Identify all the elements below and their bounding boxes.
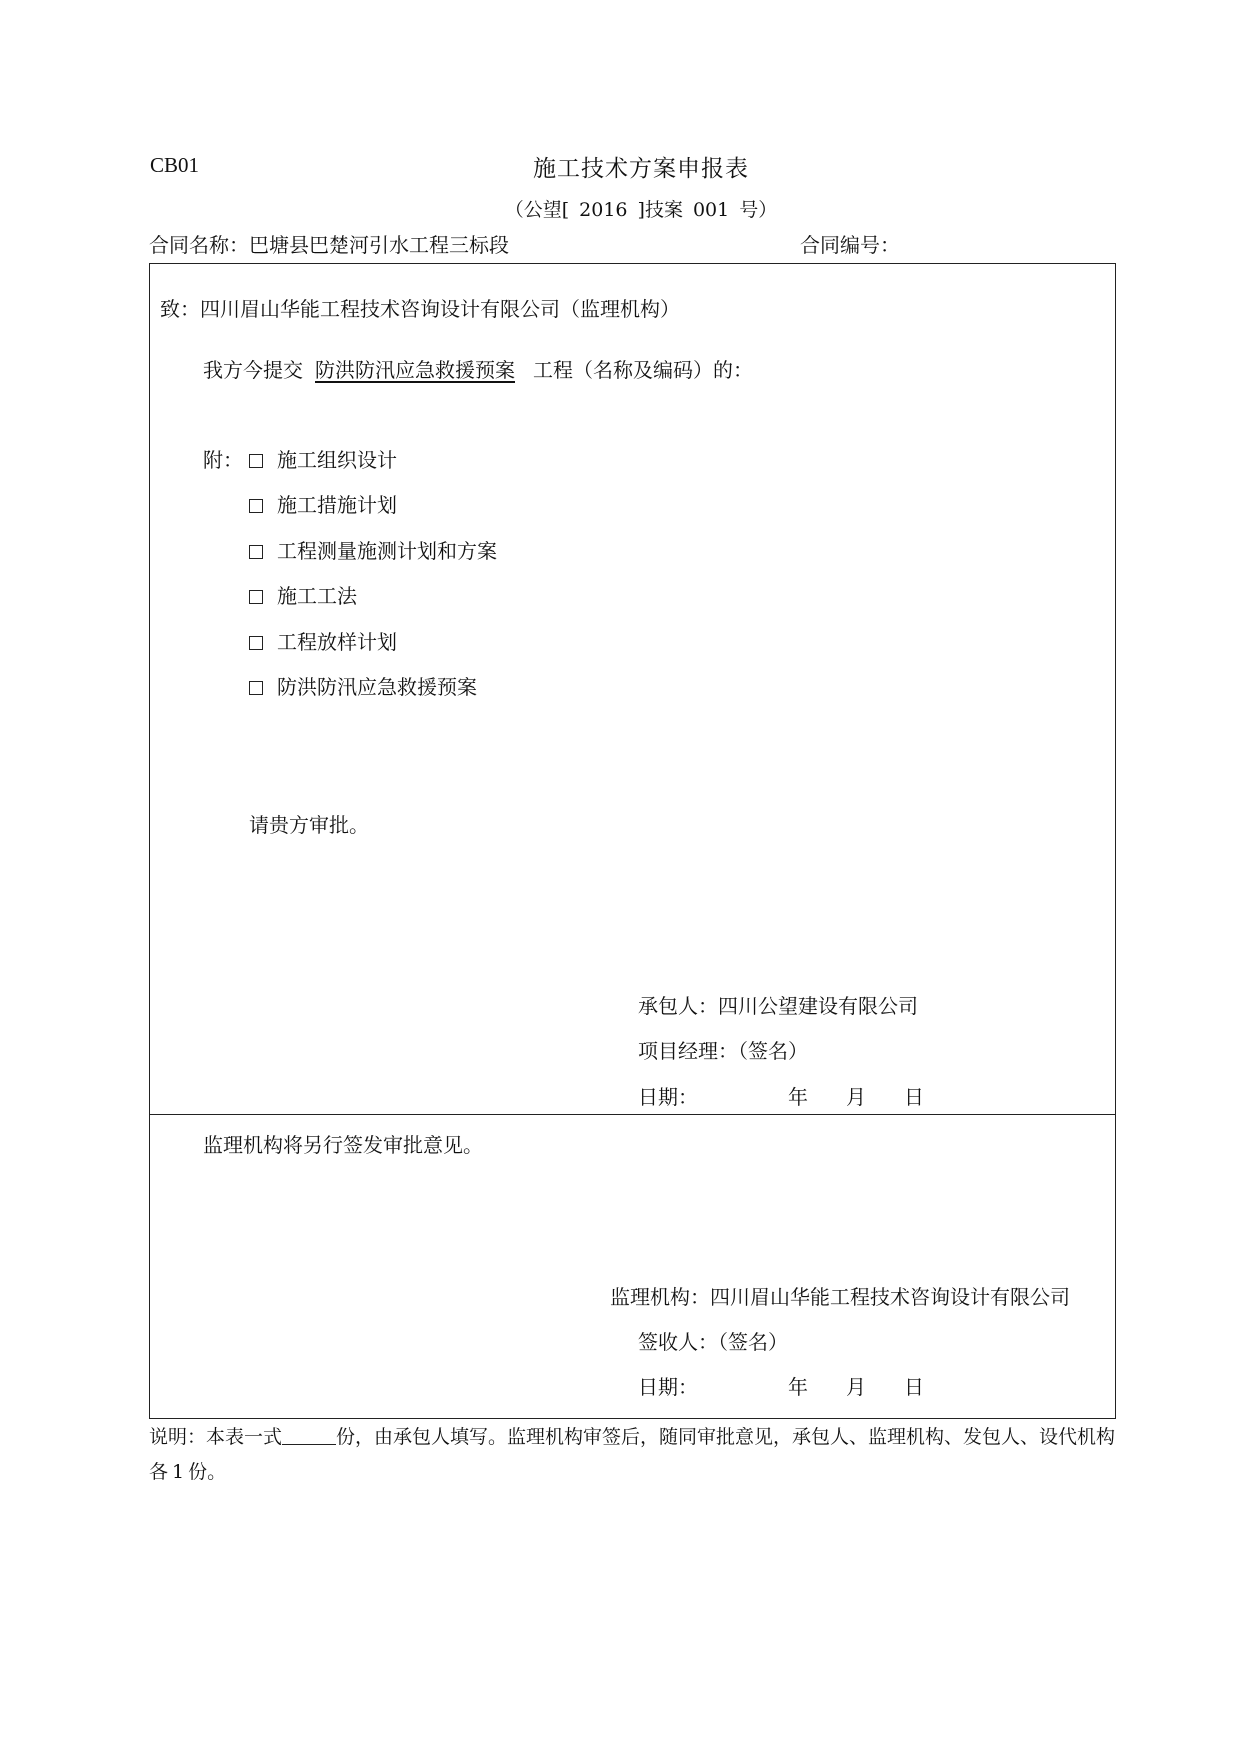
date-label: 日期：	[638, 1375, 698, 1399]
addressee-row	[160, 297, 680, 321]
note-count: 1	[172, 1461, 185, 1483]
note-part1: 说明：本表一式	[149, 1426, 283, 1448]
submit-row	[203, 358, 753, 382]
request-text: 请贵方审批。	[249, 813, 369, 837]
checkbox-icon[interactable]	[249, 545, 263, 559]
to-org: 四川眉山华能工程技术咨询设计有限公司（监理机构）	[200, 297, 680, 321]
subtitle-prefix: （公望[	[504, 199, 570, 221]
attachment-label: 施工工法	[277, 584, 357, 608]
section-divider	[149, 1114, 1116, 1115]
day-label: 日	[904, 1085, 924, 1109]
signer-label: 签收人：（签名）	[638, 1330, 788, 1354]
contract-name-label: 合同名称：	[149, 233, 249, 257]
attachment-label: 施工措施计划	[277, 493, 397, 517]
submission-date-row	[638, 1085, 924, 1109]
note-part3: 份。	[188, 1461, 227, 1483]
date-label: 日期：	[638, 1085, 698, 1109]
attachment-item[interactable]	[249, 630, 397, 654]
month-label: 月	[846, 1085, 866, 1109]
contractor-row	[638, 994, 918, 1018]
attachment-item[interactable]	[249, 675, 477, 699]
supervision-org-value: 四川眉山华能工程技术咨询设计有限公司	[710, 1285, 1070, 1309]
year-label: 年	[788, 1085, 808, 1109]
year-label: 年	[788, 1375, 808, 1399]
submit-prefix: 我方今提交	[203, 358, 303, 382]
checkbox-icon[interactable]	[249, 636, 263, 650]
checkbox-icon[interactable]	[249, 681, 263, 695]
contract-name-value: 巴塘县巴楚河引水工程三标段	[249, 233, 509, 257]
footnote	[149, 1420, 1119, 1490]
checkbox-icon[interactable]	[249, 499, 263, 513]
subtitle-suffix: 号）	[739, 199, 778, 221]
day-label: 日	[904, 1375, 924, 1399]
form-table	[149, 263, 1116, 1419]
supervision-date-row	[638, 1375, 924, 1399]
attach-label: 附：	[203, 448, 243, 472]
subtitle-mid: ]技案	[637, 199, 683, 221]
attachment-label: 工程测量施测计划和方案	[277, 539, 497, 563]
attachment-item[interactable]	[249, 448, 397, 472]
contractor-value: 四川公望建设有限公司	[718, 994, 918, 1018]
note-part2: 份，由承包人填写。监理机构审签后，随同审批意见，承包人、监理机构、发包人、设代机构各	[149, 1426, 1116, 1483]
attachment-item[interactable]	[249, 584, 357, 608]
attachment-label: 工程放样计划	[277, 630, 397, 654]
contract-no-label: 合同编号：	[800, 233, 900, 257]
copies-blank[interactable]	[282, 1426, 336, 1445]
attachment-label: 防洪防汛应急救援预案	[277, 675, 477, 699]
month-label: 月	[846, 1375, 866, 1399]
attachment-label: 施工组织设计	[277, 448, 397, 472]
submit-item-field[interactable]: 防洪防汛应急救援预案	[315, 358, 515, 382]
attachment-item[interactable]	[249, 539, 497, 563]
doc-number: 001	[692, 199, 730, 221]
subtitle-year: 2016	[579, 199, 628, 221]
contractor-label: 承包人：	[638, 994, 718, 1018]
contract-name-row	[149, 233, 509, 257]
attachment-item[interactable]	[249, 493, 397, 517]
supervision-org-row	[610, 1285, 1070, 1309]
form-code: CB01	[150, 153, 200, 177]
supervision-opinion: 监理机构将另行签发审批意见。	[203, 1133, 483, 1157]
checkbox-icon[interactable]	[249, 454, 263, 468]
to-label: 致：	[160, 297, 200, 321]
checkbox-icon[interactable]	[249, 590, 263, 604]
form-subtitle	[0, 195, 1241, 222]
manager-signature-label: 项目经理：（签名）	[638, 1039, 808, 1063]
form-title: 施工技术方案申报表	[533, 156, 749, 182]
submit-suffix: 工程（名称及编码）的：	[533, 358, 753, 382]
supervision-org-label: 监理机构：	[610, 1285, 710, 1309]
